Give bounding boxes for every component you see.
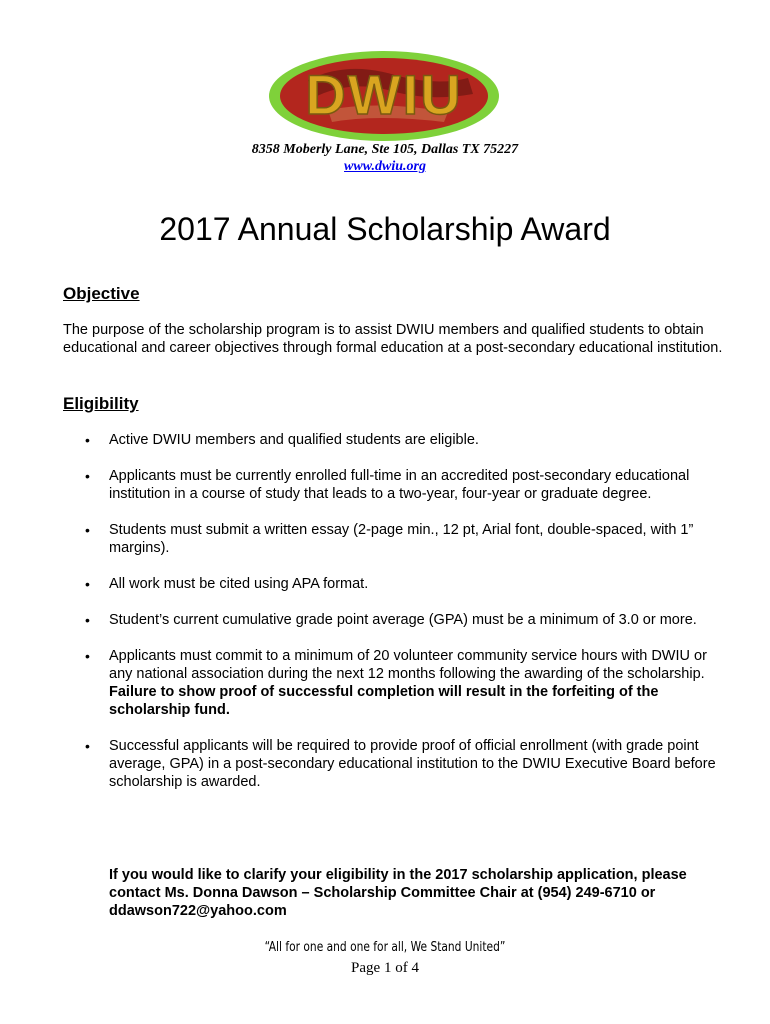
bullet-icon: • <box>85 576 90 592</box>
org-address: 8358 Moberly Lane, Ste 105, Dallas TX 75227 <box>251 142 519 157</box>
bullet-icon: • <box>85 612 90 628</box>
list-item <box>0 467 719 503</box>
contact-note: If you would like to clarify your eligibility in the 2017 scholarship application, please contact Ms. Donna Dawson – Scholarship Committee Chair at (954) 249-6710 or ddawson722@yahoo.com <box>109 867 687 919</box>
eligibility-heading: Eligibility <box>63 394 139 413</box>
list-item-text: Students must submit a written essay (2-page min., 12 pt, Arial font, double-spaced, with 1” margins). <box>109 522 694 556</box>
eligibility-list <box>0 431 770 809</box>
list-item-text: Active DWIU members and qualified students are eligible. <box>109 432 479 448</box>
page-number: Page 1 of 4 <box>351 960 419 976</box>
list-item <box>0 521 719 557</box>
bullet-icon: • <box>85 522 90 538</box>
footer-motto: “All for one and one for all, We Stand United” <box>264 940 506 955</box>
list-item <box>0 575 719 593</box>
website-link[interactable]: www.dwiu.org <box>344 159 426 174</box>
objective-text: The purpose of the scholarship program is to assist DWIU members and qualified students to obtain educational and career objectives through formal education at a post-secondary educational institution. <box>63 322 723 356</box>
bullet-icon: • <box>85 648 90 664</box>
list-item-bold-text: Failure to show proof of successful completion will result in the forfeiting of the scholarship fund. <box>109 684 659 718</box>
list-item-text: All work must be cited using APA format. <box>109 576 369 592</box>
page-title: 2017 Annual Scholarship Award <box>159 211 611 247</box>
list-item-text: Applicants must be currently enrolled full-time in an accredited post-secondary educational institution in a course of study that leads to a two-year, four-year or graduate degree. <box>109 468 690 502</box>
org-website <box>0 158 770 175</box>
bullet-icon: • <box>85 432 90 448</box>
logo-text: DWIU <box>305 63 463 126</box>
bullet-icon: • <box>85 738 90 754</box>
list-item <box>0 431 719 449</box>
list-item-text: Successful applicants will be required to provide proof of official enrollment (with grade point average, GPA) in a post-secondary educational institution to the DWIU Executive Board before scholarship is awarded. <box>109 738 716 790</box>
list-item <box>0 611 719 629</box>
dwiu-logo-graphic <box>268 50 500 142</box>
list-item <box>0 737 719 791</box>
dwiu-logo <box>268 50 500 142</box>
bullet-icon: • <box>85 468 90 484</box>
list-item <box>0 647 719 719</box>
list-item-text: Student’s current cumulative grade point average (GPA) must be a minimum of 3.0 or more. <box>109 612 697 628</box>
objective-heading: Objective <box>63 284 140 303</box>
list-item-text: Applicants must commit to a minimum of 20 volunteer community service hours with DWIU or any national association during the next 12 months following the awarding of the scholarship. <box>109 648 707 682</box>
